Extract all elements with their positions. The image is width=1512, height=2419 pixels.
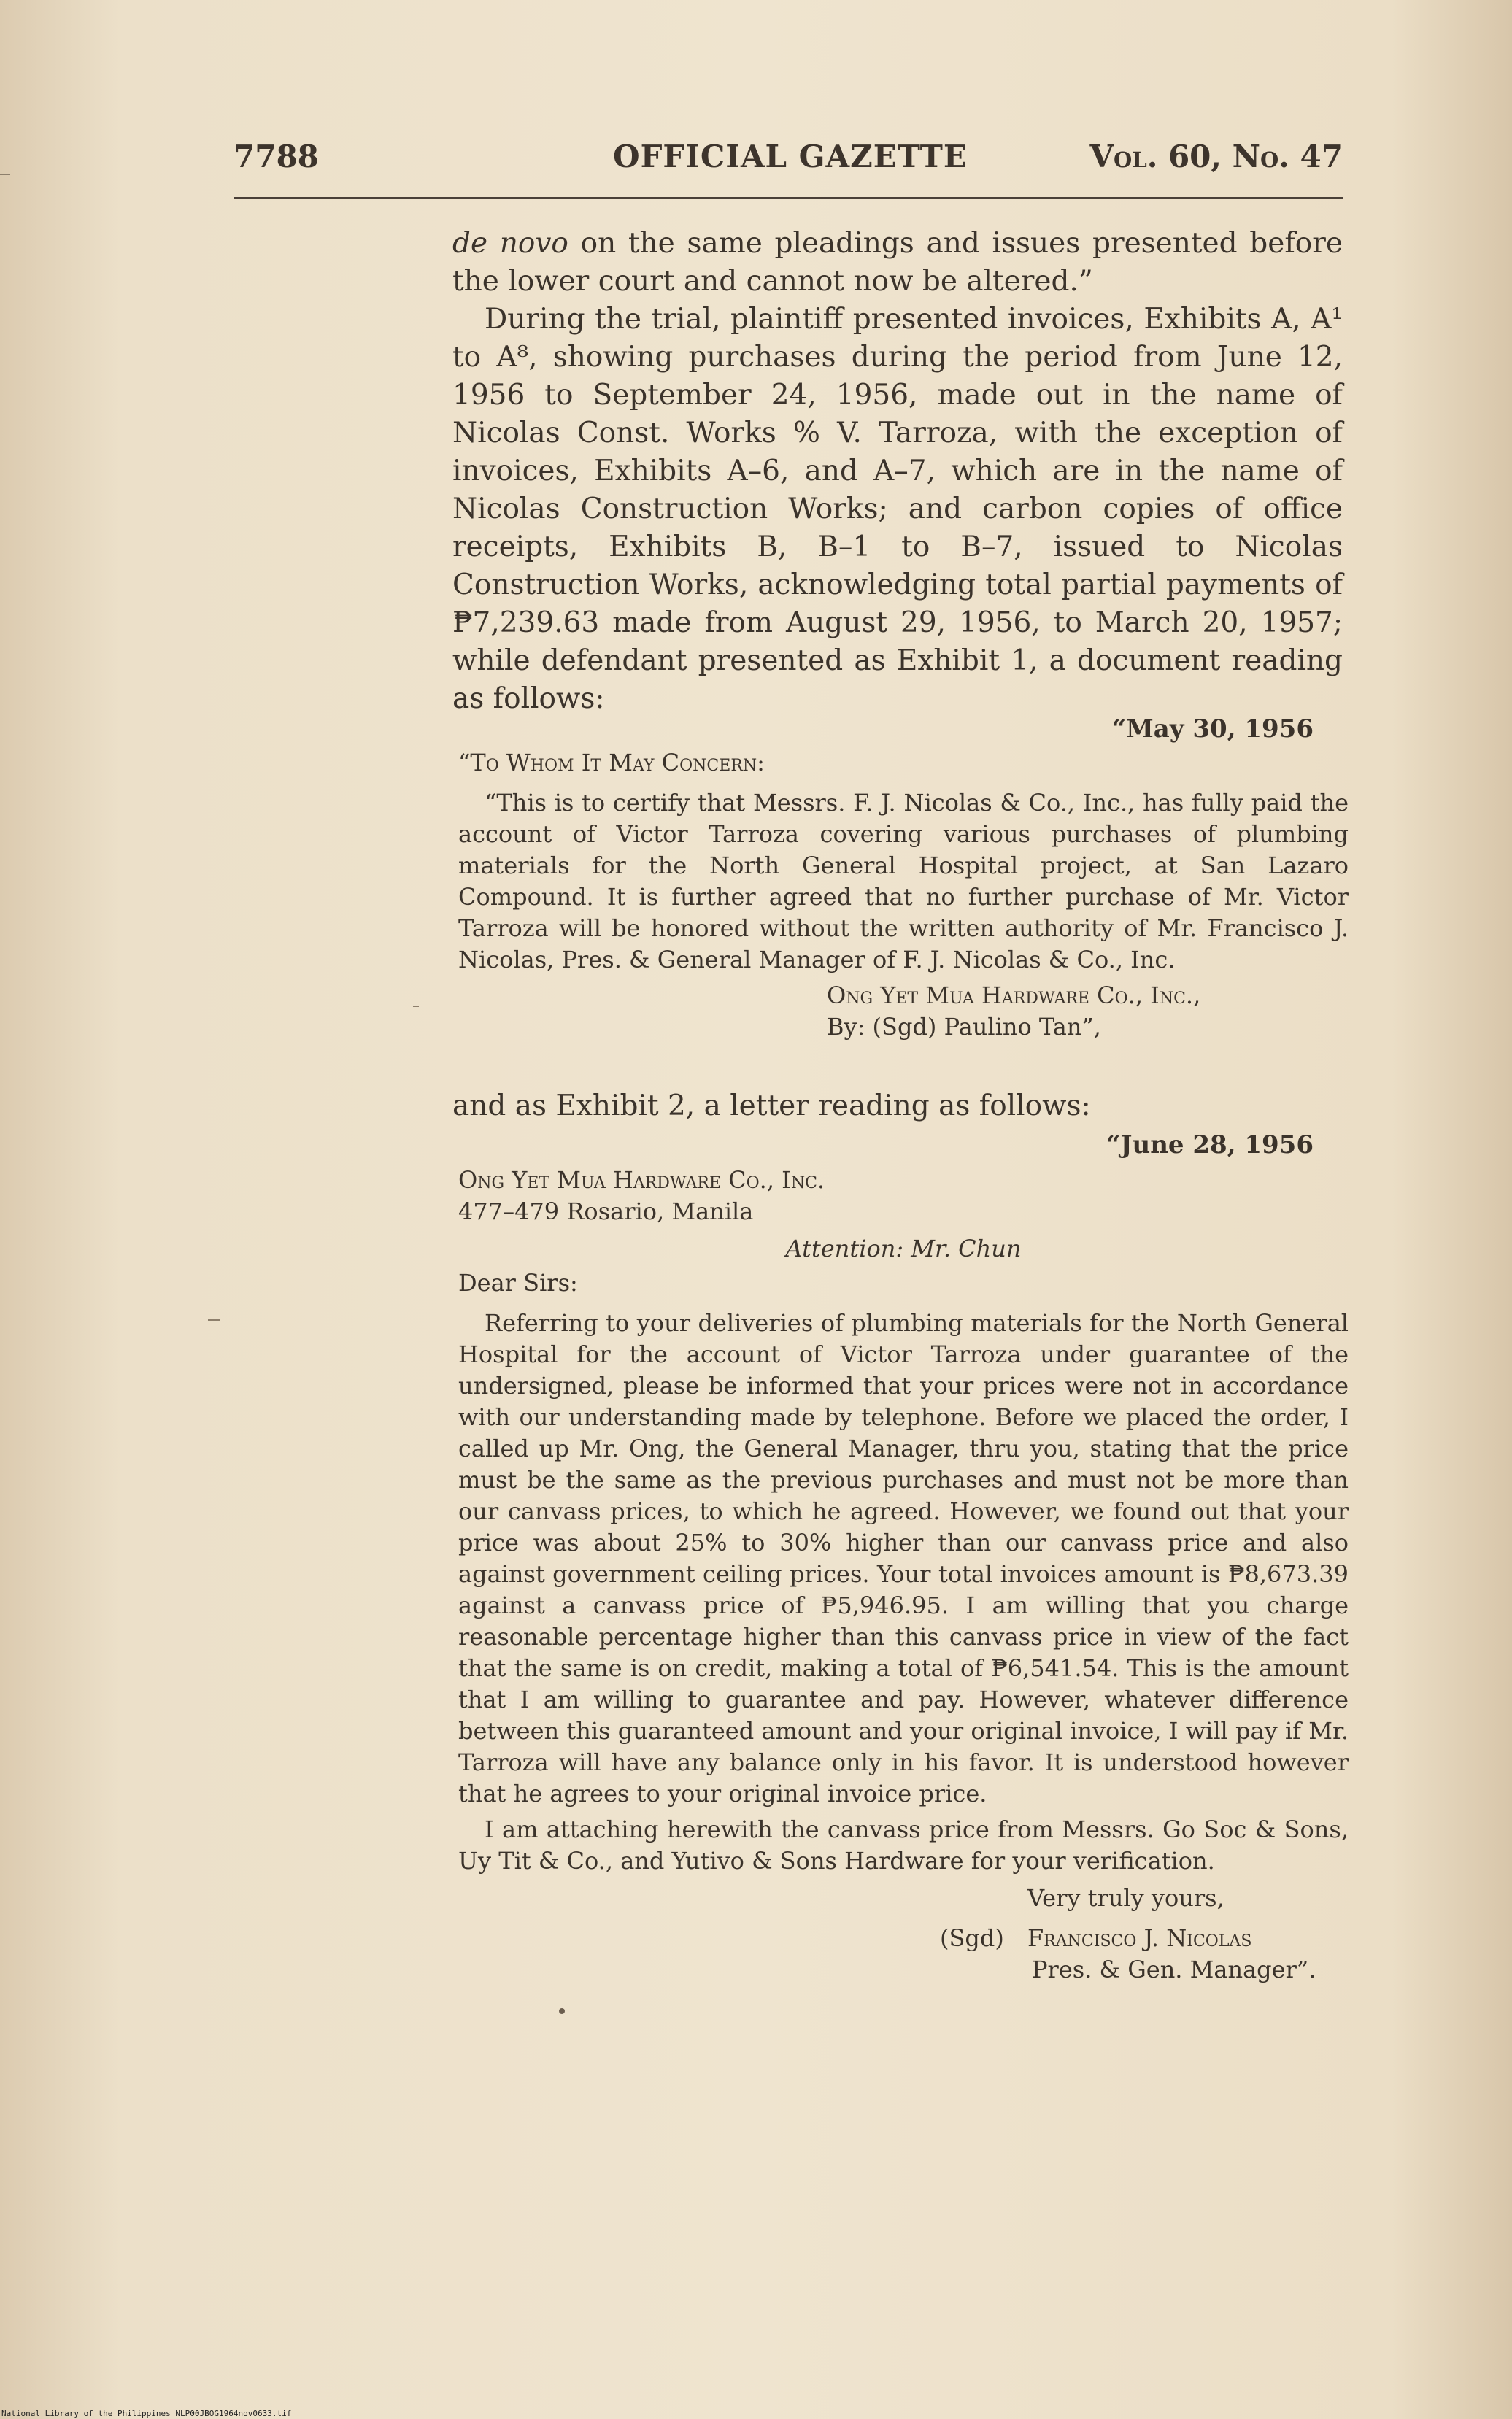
exhibit-2-signature-line: [458, 1923, 1349, 1954]
exhibit-2-date-block: [452, 1130, 1321, 1161]
exhibit-2: [458, 1165, 1349, 1986]
exhibit-2-paragraph-1: Referring to your deliveries of plumbing materials for the North General Hospital for the account of Victor Tarroza under guarantee of the undersigned, please be informed that your prices were not in accordance with our understanding made by telephone. Before we placed the order, I called up Mr. Ong, the General Manager, thru you, stating that the price must be the same as the previous purchases and must not be more than our canvass prices, to which he agreed. However, we found out that your price was about 25% to 30% higher than our canvass price and also against government ceiling prices. Your total invoices amount is ₱8,673.39 against a canvass price of ₱5,946.95. I am willing that you charge reasonable percentage higher than this canvass price in view of the fact that the same is on credit, making a total of ₱6,541.54. This is the amount that I am willing to guarantee and pay. However, whatever difference between this guaranteed amount and your original invoice, I will pay if Mr. Tarroza will have any balance only in his favor. It is understood however that he agrees to your original invoice price.: [458, 1309, 1349, 1808]
transition-text: and as Exhibit 2, a letter reading as follows:: [452, 1089, 1091, 1122]
exhibit-2-salutation: Dear Sirs:: [458, 1269, 578, 1297]
exhibit-1-signature-by: By: (Sgd) Paulino Tan”,: [827, 1013, 1101, 1041]
header-rule: [234, 197, 1343, 199]
exhibit-2-signature-title: Pres. & Gen. Manager”.: [1032, 1956, 1316, 1983]
publication-title: OFFICIAL GAZETTE: [613, 139, 968, 174]
latin-phrase: de novo: [452, 227, 568, 260]
paragraph-2: During the trial, plaintiff presented invoices, Exhibits A, A¹ to A⁸, showing purchases during the period from June 12, 1956 to September 24, 1956, made out in the name of Nicolas Const. Works % V. Tarroza, with the exception of invoices, Exhibits A–6, and A–7, which are in the name of Nicolas Construction Works; and carbon copies of office receipts, Exhibits B, B–1 to B–7, issued to Nicolas Construction Works, acknowledging total partial payments of ₱7,239.63 made from August 29, 1956, to March 20, 1957; while defendant presented as Exhibit 1, a document reading as follows:: [452, 303, 1343, 715]
signature-name: Francisco J. Nicolas: [1027, 1924, 1252, 1952]
volume-number: Vol. 60, No. 47: [1089, 139, 1343, 174]
exhibit-2-paragraph-2: I am attaching herewith the canvass price from Messrs. Go Soc & Sons, Uy Tit & Co., and Yutivo & Sons Hardware for your verification.: [458, 1816, 1349, 1875]
exhibit-2-attention: Attention: Mr. Chun: [785, 1235, 1022, 1262]
margin-mark: [0, 174, 10, 175]
margin-mark: [413, 1006, 419, 1007]
margin-mark: [208, 1319, 220, 1321]
exhibit-1-signature-company: Ong Yet Mua Hardware Co., Inc.,: [827, 981, 1201, 1009]
ink-dot: [559, 2008, 565, 2014]
paragraph-1-text: on the same pleadings and issues presented before the lower court and cannot now be altered.”: [452, 227, 1343, 298]
transition-text-block: [452, 1087, 1343, 1125]
exhibit-1-date-block: [452, 714, 1321, 745]
exhibit-2-addressee: Ong Yet Mua Hardware Co., Inc.: [458, 1166, 825, 1194]
main-text: [452, 225, 1343, 718]
exhibit-2-closing: Very truly yours,: [1027, 1884, 1224, 1912]
paragraph-1: [452, 225, 1343, 301]
exhibit-1-body: “This is to certify that Messrs. F. J. Nicolas & Co., Inc., has fully paid the account of Victor Tarroza covering various purchases of plumbing materials for the North General Hospital project, at San Lazaro Compound. It is further agreed that no further purchase of Mr. Victor Tarroza will be honored without the written authority of Mr. Francisco J. Nicolas, Pres. & General Manager of F. J. Nicolas & Co., Inc.: [458, 789, 1349, 973]
exhibit-1: [458, 747, 1349, 1043]
page-header: [234, 139, 1343, 182]
exhibit-2-address: 477–479 Rosario, Manila: [458, 1197, 754, 1225]
exhibit-2-date: “June 28, 1956: [1106, 1130, 1314, 1160]
exhibit-1-date: “May 30, 1956: [1111, 714, 1314, 744]
page-number: 7788: [234, 139, 319, 174]
exhibit-1-salutation: “To Whom It May Concern:: [458, 749, 765, 776]
scan-footer: National Library of the Philippines NLP00JBOG1964nov0633.tif: [1, 2409, 292, 2418]
signature-prefix: (Sgd): [940, 1924, 1004, 1952]
